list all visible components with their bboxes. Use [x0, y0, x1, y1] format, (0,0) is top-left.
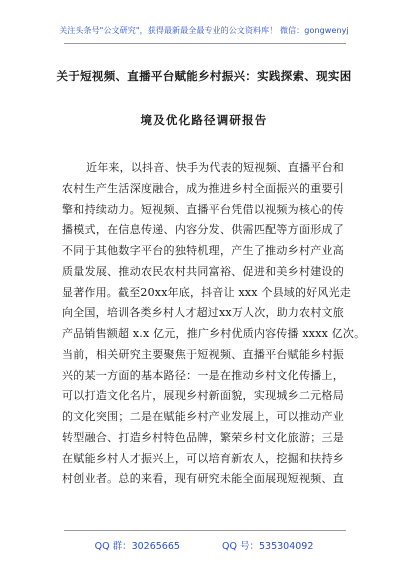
body-line: 转型融合、打造乡村特色品牌，繁荣乡村文化旅游；三是 [62, 430, 344, 444]
body-line: 质量发展、推动农民农村共同富裕、促进和美乡村建设的 [62, 264, 344, 278]
header-promo-note: 关注头条号"公文研究"，获得最新最全最专业的公文资料库！ 微信：gongwenyj [59, 26, 349, 35]
body-line: 产品销售额超 x.x 亿元，推广乡村优质内容传播 xxxx 亿次。 [62, 327, 366, 340]
footer-divider [64, 530, 346, 531]
body-line: 可以打造文化名片，展现乡村新面貌，实现城乡二元格局 [62, 389, 344, 403]
body-line: 不同于其他数字平台的独特机理，产生了推动乡村产业高 [62, 244, 344, 257]
body-line: 的文化突围；二是在赋能乡村产业发展上，可以推动产业 [62, 410, 344, 423]
document-title-line-2: 境及优化路径调研报告 [140, 113, 268, 127]
body-line: 兴的某一方面的基本路径：一是在推动乡村文化传播上， [62, 368, 344, 382]
header-divider [64, 43, 346, 44]
document-title-line-1: 关于短视频、直播平台赋能乡村振兴：实践探索、现实困 [56, 69, 352, 83]
document-body [62, 158, 366, 490]
footer-qq-group: QQ 群：30265665 [94, 541, 180, 552]
body-line: 擎和持续动力。短视频、直播平台凭借以视频为核心的传 [62, 202, 344, 216]
body-line: 近年来，以抖音、快手为代表的短视频、直播平台和 [86, 161, 344, 174]
body-line: 在赋能乡村人才振兴上，可以培育新农人，挖掘和扶持乡 [62, 451, 344, 465]
body-line: 向全国，培训各类乡村人才超过xx万人次，助力农村文旅 [62, 306, 344, 320]
body-line: 农村生产生活深度融合，成为推进乡村全面振兴的重要引 [62, 181, 344, 195]
footer-contact [0, 538, 408, 552]
body-line: 播模式，在信息传递、内容分发、供需匹配等方面形成了 [62, 223, 344, 237]
footer-qq-number: QQ 号：535304092 [222, 541, 314, 552]
body-line: 村创业者。总的来看，现有研究未能全面展现短视频、直 [62, 472, 344, 486]
body-line: 显著作用。截至20xx年底，抖音让 xxx 个县域的好风光走 [62, 285, 352, 299]
body-line: 当前，相关研究主要聚焦于短视频、直播平台赋能乡村振 [62, 347, 344, 361]
